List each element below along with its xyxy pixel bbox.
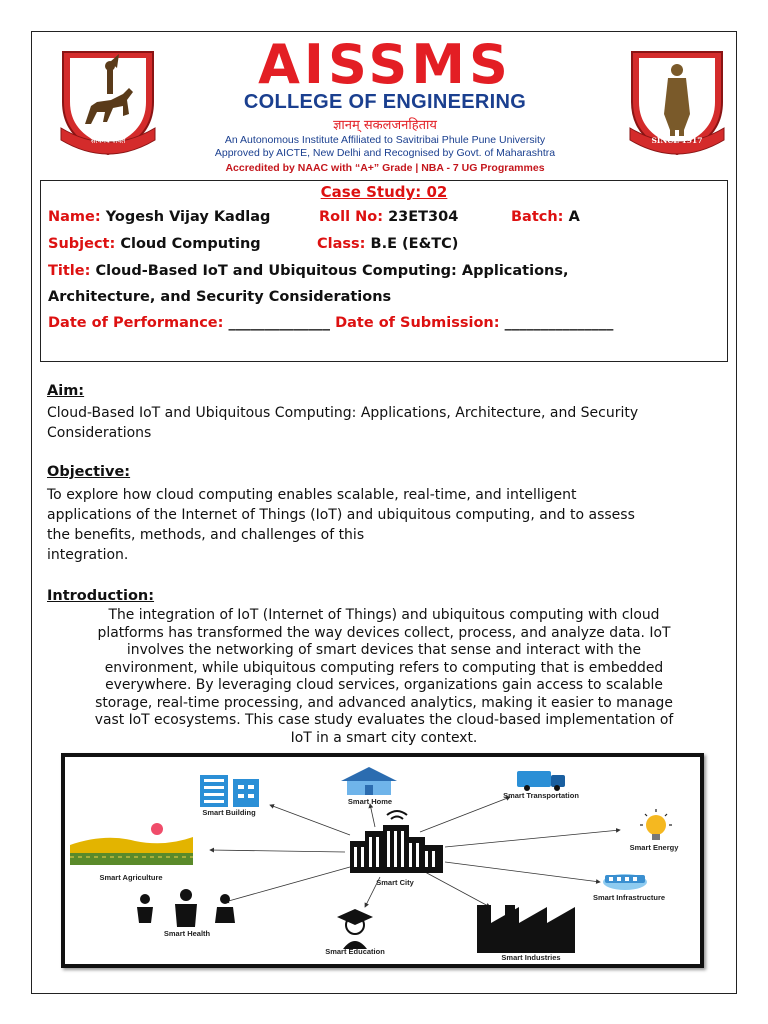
objective-text [47, 485, 717, 565]
intro-line: everywhere. By leveraging cloud services, organizations gain access to scalable [105, 677, 663, 693]
accreditation-line: Accredited by NAAC with “A+” Grade | NBA - 7 UG Programmes [225, 162, 545, 174]
batch-label: Batch: [511, 209, 564, 225]
node-label-smart-city: Smart City [376, 878, 414, 887]
submission-blank: _______________ [504, 315, 614, 331]
subject-value: Cloud Computing [120, 236, 261, 252]
title-row-2 [48, 289, 391, 305]
dates-row [48, 315, 613, 331]
node-label-smart-agriculture: Smart Agriculture [99, 873, 163, 882]
name-value: Yogesh Vijay Kadlag [105, 209, 271, 225]
roll-row [319, 209, 458, 225]
smart-city-icon [350, 811, 443, 873]
submission-label: Date of Submission: [335, 315, 500, 331]
intro-line: platforms has transformed the way devices collect, process, and analyze data. IoT [97, 624, 671, 641]
smart-building-icon [200, 775, 259, 807]
objective-heading: Objective: [47, 464, 131, 480]
title-value-line-1: Cloud-Based IoT and Ubiquitous Computing: Applications, [95, 263, 569, 279]
performance-blank: ______________ [228, 315, 330, 331]
intro-line: The integration of IoT (Internet of Things) and ubiquitous computing with cloud [108, 607, 660, 623]
aim-heading: Aim: [47, 383, 85, 399]
intro-line: storage, real-time processing, and advanced analytics, making it easier to manage [95, 694, 673, 711]
smart-health-icon [137, 889, 235, 927]
title-row [48, 263, 569, 279]
smart-energy-icon [640, 809, 672, 840]
roll-value: 23ET304 [388, 209, 459, 225]
objective-line-2: applications of the Internet of Things (IoT) and ubiquitous computing, and to assess [47, 507, 635, 523]
subject-label: Subject: [48, 236, 116, 252]
introduction-text [47, 607, 721, 747]
aim-text: Cloud-Based IoT and Ubiquitous Computing: Applications, Architecture, and Security Considerations [47, 405, 639, 441]
title-label: Title: [48, 263, 91, 279]
right-crest-text: SINCE 1917 [651, 136, 703, 145]
affiliation-line-1: An Autonomous Institute Affiliated to Savitribai Phule Pune University [224, 134, 546, 146]
objective-line-3: the benefits, methods, and challenges of this [47, 527, 365, 543]
name-label: Name: [48, 209, 101, 225]
affiliation-line-2: Approved by AICTE, New Delhi and Recognised by Govt. of Maharashtra [214, 147, 556, 159]
node-label-smart-home: Smart Home [347, 797, 393, 806]
objective-line-1: To explore how cloud computing enables scalable, real-time, and intelligent [47, 487, 577, 503]
intro-line: IoT in a smart city context. [290, 729, 478, 746]
smart-agriculture-icon [70, 823, 193, 865]
smart-industries-icon [477, 905, 575, 953]
intro-line: environment, while ubiquitous computing refers to computing that is embedded [104, 659, 664, 676]
class-row [317, 236, 458, 252]
node-label-smart-building: Smart Building [202, 808, 256, 817]
case-study-title: Case Study: 02 [320, 183, 448, 201]
smart-home-icon [341, 767, 397, 795]
class-label: Class: [317, 236, 366, 252]
roll-label: Roll No: [319, 209, 384, 225]
performance-label: Date of Performance: [48, 315, 224, 331]
node-label-smart-transportation: Smart Transportation [503, 791, 579, 800]
introduction-heading: Introduction: [47, 588, 155, 604]
node-label-smart-industries: Smart Industries [501, 953, 561, 962]
smart-education-icon [337, 909, 373, 949]
node-label-smart-health: Smart Health [163, 929, 211, 938]
objective-line-4: integration. [47, 547, 129, 563]
subject-row [48, 236, 261, 252]
node-label-smart-infrastructure: Smart Infrastructure [592, 893, 666, 902]
batch-value: A [568, 209, 580, 225]
class-value: B.E (E&TC) [370, 236, 459, 252]
institute-logo-text: AISSMS [258, 33, 512, 96]
intro-line: involves the networking of smart devices that sense and interact with the [126, 642, 642, 658]
college-crest-left-logo [57, 44, 159, 156]
smart-city-diagram [61, 753, 704, 968]
case-study-info-box [40, 180, 728, 362]
title-value-line-2: Architecture, and Security Considerations [48, 289, 392, 305]
college-motto: ज्ञानम् सकलजनहिताय [333, 118, 437, 133]
node-label-smart-energy: Smart Energy [629, 843, 679, 852]
diagram-canvas [65, 757, 700, 964]
node-label-smart-education: Smart Education [325, 947, 385, 956]
intro-line: vast IoT ecosystems. This case study evaluates the cloud-based implementation of [94, 712, 674, 728]
smart-infrastructure-icon [603, 874, 647, 890]
left-crest-motto: सत्यमेव जयते [90, 137, 126, 145]
college-crest-right-logo [626, 44, 728, 156]
college-name: COLLEGE OF ENGINEERING [243, 91, 527, 113]
name-row [48, 209, 270, 225]
smart-transportation-icon [517, 771, 565, 791]
batch-row [511, 209, 580, 225]
